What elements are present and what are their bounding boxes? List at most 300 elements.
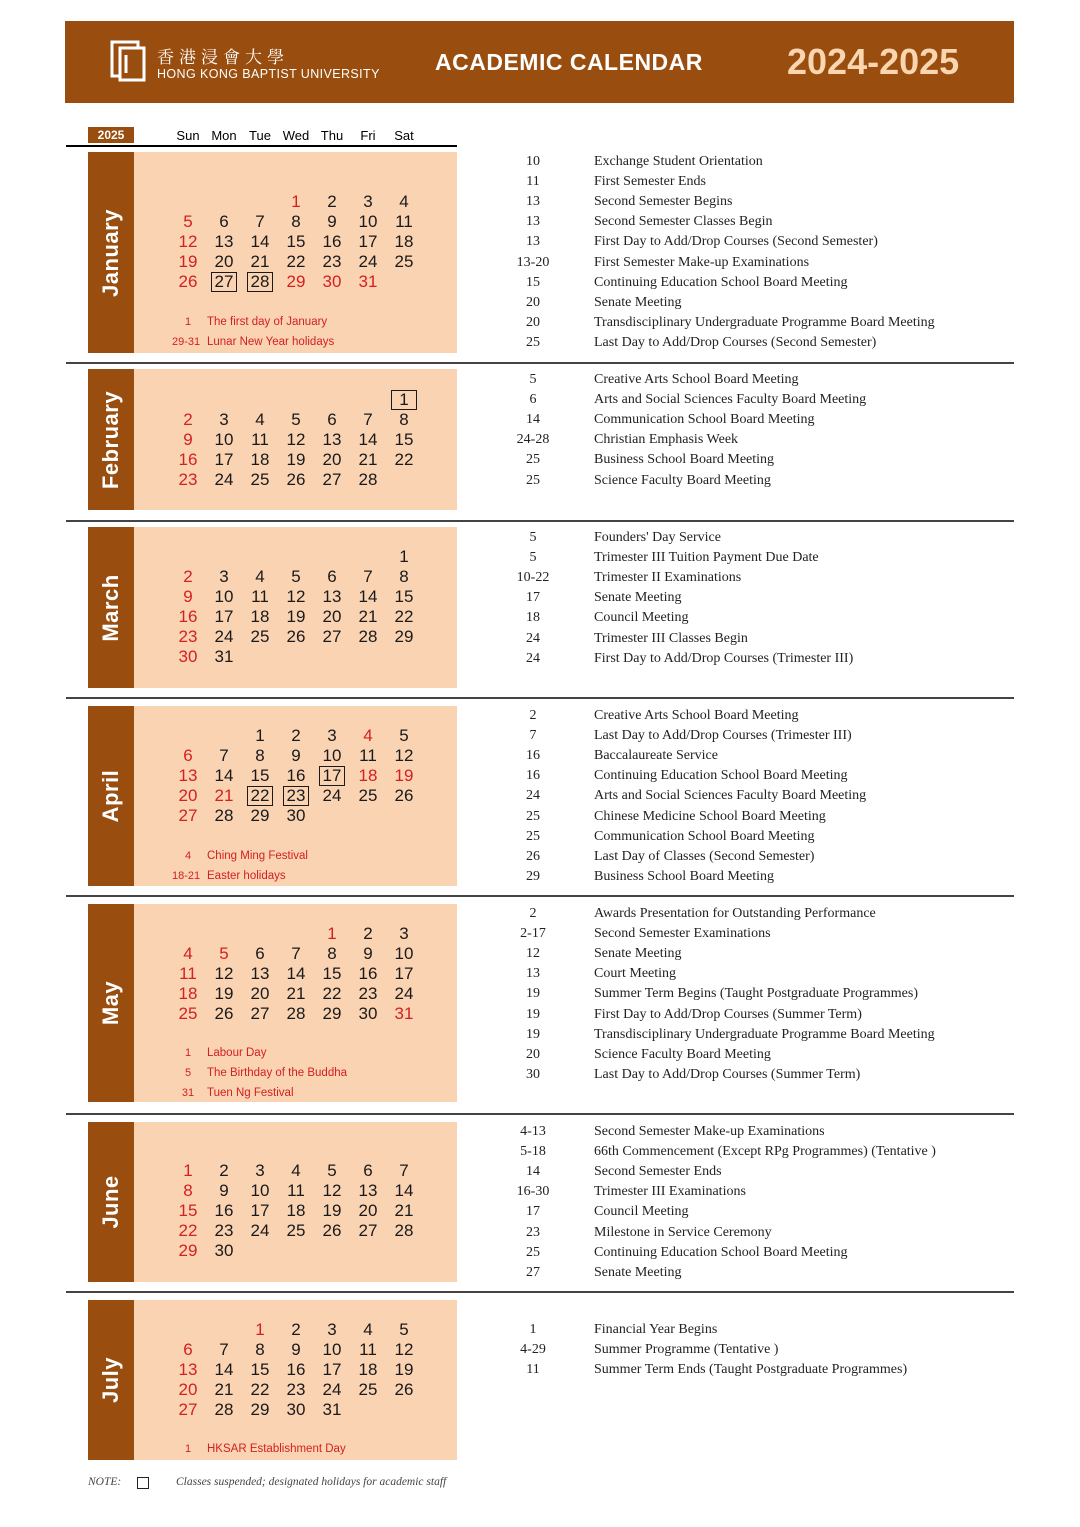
calendar-day: 20 [358,1201,378,1220]
calendar-day: 29 [250,806,270,825]
event-date: 24-28 [516,432,550,448]
calendar-day: 18 [250,607,270,626]
calendar-day: 14 [286,964,306,983]
event-date: 17 [526,1204,540,1220]
calendar-day: 16 [178,450,198,469]
event-date: 10-22 [516,570,550,586]
month-divider [66,1291,1014,1293]
calendar-day: 2 [219,1161,229,1180]
calendar-day: 18 [358,766,378,785]
calendar-day: 20 [322,607,342,626]
calendar-day: 3 [363,192,373,211]
calendar-day: 28 [358,627,378,646]
calendar-day: 27 [211,272,237,292]
event-name: Last Day of Classes (Second Semester) [594,848,815,864]
calendar-day: 16 [286,1360,306,1379]
calendar-day: 9 [363,944,373,963]
calendar-day: 19 [322,1201,342,1220]
calendar-day: 10 [394,944,414,963]
calendar-day: 20 [178,1380,198,1399]
event-name: Trimester III Classes Begin [594,630,748,646]
calendar-day: 8 [255,746,265,765]
holiday-note-date: 5 [184,1067,192,1079]
event-date: 16-30 [516,1184,550,1200]
holiday-note-date: 1 [184,316,192,328]
holiday-note-text: The first day of January [207,316,328,328]
calendar-day: 5 [399,1320,409,1339]
calendar-day: 14 [358,587,378,606]
holiday-note-date: 18-21 [172,870,201,882]
calendar-day: 28 [214,1400,234,1419]
calendar-day: 1 [391,390,417,410]
holiday-note-text: Ching Ming Festival [207,850,308,862]
month-tab-may [88,904,134,1102]
month-tab-february [88,369,134,510]
calendar-day: 28 [247,272,273,292]
calendar-day: 24 [394,984,414,1003]
calendar-day: 13 [322,587,342,606]
calendar-day: 29 [250,1400,270,1419]
event-name: Creative Arts School Board Meeting [594,372,799,387]
event-date: 20 [526,1046,540,1062]
calendar-day: 6 [183,746,193,765]
calendar-day: 21 [214,786,234,805]
calendar-day: 29 [286,272,306,291]
calendar-day: 20 [250,984,270,1003]
event-date: 13 [526,194,540,210]
month-label-june: June [98,1175,123,1229]
holiday-note-date: 1 [184,1443,192,1455]
calendar-day: 30 [178,647,198,666]
calendar-day: 8 [291,212,301,231]
calendar-day: 24 [322,1380,342,1399]
calendar-day: 18 [178,984,198,1003]
calendar-day: 3 [219,410,229,429]
calendar-day: 21 [214,1380,234,1399]
event-name: Financial Year Begins [594,1322,718,1337]
calendar-day: 24 [214,627,234,646]
calendar-day: 17 [319,766,345,786]
event-name: First Semester Ends [594,174,706,190]
calendar-day: 19 [214,984,234,1003]
calendar-day: 21 [358,450,378,469]
calendar-day: 11 [359,746,377,765]
holiday-note-text: Easter holidays [207,870,286,882]
event-date: 6 [529,392,537,408]
event-date: 24 [526,650,540,666]
calendar-day: 27 [322,470,342,489]
event-date: 13-20 [516,254,550,270]
calendar-day: 1 [255,726,265,745]
holiday-note-date: 31 [181,1087,195,1099]
event-name: Continuing Education School Board Meeting [594,1244,848,1260]
calendar-day: 9 [183,430,193,449]
calendar-day: 6 [363,1161,373,1180]
event-name: Christian Emphasis Week [594,432,739,448]
calendar-day: 1 [327,924,337,943]
event-date: 2 [529,708,537,723]
calendar-day: 15 [394,587,414,606]
event-name: Milestone in Service Ceremony [594,1224,772,1240]
event-name: Senate Meeting [594,946,682,962]
calendar-day: 13 [178,766,198,785]
calendar-day: 23 [178,627,198,646]
event-name: Second Semester Examinations [594,926,771,942]
calendar-day: 19 [178,252,198,271]
event-name: First Semester Make-up Examinations [594,254,810,270]
event-date: 15 [526,274,540,290]
event-name: Council Meeting [594,610,689,626]
calendar-day: 30 [358,1004,378,1023]
calendar-day: 13 [214,232,234,251]
calendar-day: 15 [394,430,414,449]
event-name: Trimester III Tuition Payment Due Date [594,550,819,566]
holiday-note-date: 29-31 [172,336,201,348]
calendar-day: 10 [322,746,342,765]
calendar-day: 5 [291,567,301,586]
calendar-day: 14 [394,1181,414,1200]
event-date: 27 [526,1264,540,1280]
calendar-day: 27 [358,1221,378,1240]
holiday-note-text: Labour Day [207,1047,267,1059]
event-date: 16 [526,768,540,784]
calendar-day: 25 [178,1004,198,1023]
event-date: 16 [526,748,540,764]
calendar-day: 6 [183,1340,193,1359]
calendar-day: 19 [394,766,414,785]
calendar-day: 7 [255,212,265,231]
hkbu-crest-icon [109,39,149,83]
calendar-day: 5 [219,944,229,963]
calendar-day: 9 [327,212,337,231]
month-divider [66,895,1014,897]
event-date: 12 [526,946,540,962]
calendar-day: 27 [250,1004,270,1023]
calendar-day: 24 [322,786,342,805]
month-label-march: March [98,573,123,642]
calendar-day: 2 [183,410,193,429]
calendar-day: 7 [219,1340,229,1359]
event-name: Second Semester Classes Begin [594,214,773,230]
calendar-day: 4 [399,192,409,211]
calendar-day: 31 [214,647,234,666]
holiday-note-date: 4 [184,850,192,862]
event-name: Second Semester Begins [594,194,733,210]
calendar-day: 2 [291,1320,301,1339]
calendar-day: 15 [250,1360,270,1379]
university-name-chinese: 香港浸會大學 [157,48,289,68]
event-date: 10 [526,154,540,169]
calendar-day: 18 [358,1360,378,1379]
month-label-april: April [98,769,123,823]
event-date: 11 [526,1362,540,1378]
calendar-day: 9 [183,587,193,606]
calendar-day: 7 [363,567,373,586]
event-name: Continuing Education School Board Meeting [594,768,848,784]
calendar-day: 13 [178,1360,198,1379]
university-name-english: HONG KONG BAPTIST UNIVERSITY [157,67,380,81]
calendar-day: 22 [322,984,342,1003]
month-label-january: January [98,208,123,297]
calendar-day: 9 [219,1181,229,1200]
calendar-day: 12 [394,746,414,765]
event-date: 26 [526,848,540,864]
boxed-date-legend-icon [137,1477,149,1489]
event-name: Baccalaureate Service [594,748,718,764]
calendar-day: 25 [286,1221,306,1240]
event-name: Communication School Board Meeting [594,828,815,844]
event-name: Awards Presentation for Outstanding Performance [594,906,876,921]
event-name: Second Semester Make-up Examinations [594,1124,825,1139]
calendar-day: 15 [250,766,270,785]
calendar-day: 12 [214,964,234,983]
event-date: 25 [526,808,540,824]
calendar-day: 16 [322,232,342,251]
calendar-day: 22 [394,450,414,469]
calendar-day: 28 [394,1221,414,1240]
event-date: 11 [526,174,540,190]
calendar-day: 7 [219,746,229,765]
event-name: Senate Meeting [594,294,682,310]
calendar-day: 3 [399,924,409,943]
calendar-day: 17 [214,450,234,469]
event-name: Business School Board Meeting [594,452,775,468]
event-date: 5 [529,550,537,566]
event-date: 13 [526,966,540,982]
holiday-note-text: Lunar New Year holidays [207,336,335,348]
event-name: First Day to Add/Drop Courses (Second Semester) [594,234,878,250]
event-name: First Day to Add/Drop Courses (Trimester III) [594,650,854,666]
calendar-day: 25 [250,627,270,646]
calendar-day: 2 [363,924,373,943]
calendar-day: 24 [358,252,378,271]
calendar-day: 6 [327,410,337,429]
calendar-day: 19 [286,607,306,626]
calendar-day: 28 [358,470,378,489]
event-name: Last Day to Add/Drop Courses (Second Semester) [594,334,877,350]
event-date: 5 [529,372,537,387]
event-date: 19 [526,1026,540,1042]
calendar-day: 14 [214,1360,234,1379]
day-name-wed: Wed [282,128,310,143]
event-date: 19 [526,1006,540,1022]
calendar-day: 10 [214,430,234,449]
event-name: 66th Commencement (Except RPg Programmes) (Tentative ) [594,1144,936,1160]
event-date: 18 [526,610,540,626]
event-date: 25 [526,334,540,350]
event-name: First Day to Add/Drop Courses (Summer Term) [594,1006,862,1022]
event-name: Communication School Board Meeting [594,412,815,428]
calendar-day: 11 [251,430,269,449]
event-name: Court Meeting [594,966,677,982]
calendar-day: 29 [178,1241,198,1260]
calendar-day: 6 [255,944,265,963]
event-name: Arts and Social Sciences Faculty Board Meeting [594,788,867,804]
calendar-day: 21 [250,252,270,271]
calendar-day: 2 [291,726,301,745]
calendar-day: 12 [394,1340,414,1359]
event-date: 25 [526,1244,540,1260]
calendar-day: 28 [286,1004,306,1023]
calendar-day: 27 [178,806,198,825]
event-date: 13 [526,234,540,250]
calendar-day: 11 [395,212,413,231]
calendar-day: 16 [358,964,378,983]
event-date: 2 [529,906,537,921]
event-name: Last Day to Add/Drop Courses (Trimester III) [594,728,852,744]
calendar-day: 27 [178,1400,198,1419]
calendar-day: 23 [283,786,309,806]
calendar-day: 25 [394,252,414,271]
event-name: Founders' Day Service [594,530,721,545]
calendar-day: 18 [286,1201,306,1220]
calendar-day: 22 [247,786,273,806]
event-date: 23 [526,1224,540,1240]
calendar-day: 21 [286,984,306,1003]
month-label-july: July [98,1356,123,1404]
calendar-day: 4 [255,410,265,429]
event-date: 14 [526,412,540,428]
academic-year: 2024-2025 [787,41,960,82]
calendar-day: 1 [399,547,409,566]
calendar-day: 26 [322,1221,342,1240]
holiday-note-text: HKSAR Establishment Day [207,1443,346,1455]
calendar-day: 26 [394,786,414,805]
calendar-day: 2 [327,192,337,211]
calendar-day: 29 [322,1004,342,1023]
event-date: 14 [526,1164,540,1180]
calendar-day: 30 [286,806,306,825]
calendar-day: 10 [358,212,378,231]
day-name-sat: Sat [394,128,414,143]
event-name: Transdisciplinary Undergraduate Programme Board Meeting [594,1026,935,1042]
calendar-day: 20 [322,450,342,469]
calendar-day: 30 [322,272,342,291]
event-date: 4-29 [520,1342,546,1358]
event-date: 25 [526,452,540,468]
calendar-day: 8 [327,944,337,963]
calendar-day: 23 [214,1221,234,1240]
calendar-day: 4 [363,1320,373,1339]
day-name-sun: Sun [176,128,200,143]
event-name: Creative Arts School Board Meeting [594,708,799,723]
calendar-day: 26 [178,272,198,291]
calendar-day: 21 [394,1201,414,1220]
event-name: Exchange Student Orientation [594,154,763,169]
event-name: Second Semester Ends [594,1164,722,1180]
calendar-day: 5 [183,212,193,231]
calendar-day: 19 [394,1360,414,1379]
calendar-day: 11 [359,1340,377,1359]
calendar-header [65,21,1014,103]
event-name: Transdisciplinary Undergraduate Programme Board Meeting [594,314,935,330]
calendar-day: 17 [250,1201,270,1220]
note-description: Classes suspended; designated holidays for academic staff [176,1476,447,1488]
day-name-tue: Tue [249,128,271,143]
calendar-day: 29 [394,627,414,646]
event-date: 17 [526,590,540,606]
calendar-day: 11 [179,964,197,983]
calendar-day: 8 [255,1340,265,1359]
calendar-day: 15 [286,232,306,251]
calendar-day: 4 [291,1161,301,1180]
calendar-day: 7 [291,944,301,963]
event-date: 24 [526,788,540,804]
day-name-fri: Fri [360,128,376,143]
calendar-day: 23 [358,984,378,1003]
calendar-day: 5 [291,410,301,429]
event-date: 4-13 [520,1124,546,1139]
event-name: Summer Term Begins (Taught Postgraduate Programmes) [594,986,919,1002]
calendar-day: 17 [214,607,234,626]
calendar-day: 23 [178,470,198,489]
calendar-day: 19 [286,450,306,469]
header-rule [66,145,457,147]
calendar-day: 26 [286,470,306,489]
calendar-day: 6 [327,567,337,586]
calendar-day: 6 [219,212,229,231]
calendar-day: 23 [322,252,342,271]
month-tab-april [88,706,134,886]
calendar-day: 16 [214,1201,234,1220]
calendar-day: 4 [183,944,193,963]
calendar-day: 12 [286,430,306,449]
holiday-note-date: 1 [184,1047,192,1059]
event-date: 13 [526,214,540,230]
calendar-day: 30 [286,1400,306,1419]
calendar-day: 20 [214,252,234,271]
month-tab-july [88,1300,134,1460]
calendar-day: 18 [250,450,270,469]
calendar-day: 5 [399,726,409,745]
calendar-day: 14 [214,766,234,785]
day-name-thu: Thu [320,128,344,143]
calendar-day: 15 [178,1201,198,1220]
calendar-day: 7 [399,1161,409,1180]
event-date: 1 [529,1322,537,1337]
month-divider [66,362,1014,364]
holiday-note-text: Tuen Ng Festival [207,1087,294,1099]
calendar-year-badge: 2025 [88,127,134,143]
calendar-day: 15 [322,964,342,983]
calendar-day: 26 [214,1004,234,1023]
calendar-day: 13 [358,1181,378,1200]
event-name: Business School Board Meeting [594,868,775,884]
calendar-day: 26 [286,627,306,646]
event-name: Chinese Medicine School Board Meeting [594,808,826,824]
calendar-day: 27 [322,627,342,646]
month-divider [66,697,1014,699]
calendar-day: 3 [327,1320,337,1339]
calendar-day: 23 [286,1380,306,1399]
calendar-day: 8 [399,567,409,586]
event-name: Summer Term Ends (Taught Postgraduate Programmes) [594,1362,908,1378]
calendar-day: 1 [255,1320,265,1339]
calendar-day: 22 [178,1221,198,1240]
calendar-day: 1 [183,1161,193,1180]
calendar-day: 13 [322,430,342,449]
calendar-day: 5 [327,1161,337,1180]
event-date: 2-17 [520,926,546,942]
month-tab-june [88,1122,134,1282]
calendar-day: 8 [399,410,409,429]
calendar-day: 12 [286,587,306,606]
calendar-day: 24 [250,1221,270,1240]
month-label-february: February [98,390,123,489]
calendar-day: 1 [291,192,301,211]
month-tab-march [88,527,134,688]
event-date: 20 [526,294,540,310]
